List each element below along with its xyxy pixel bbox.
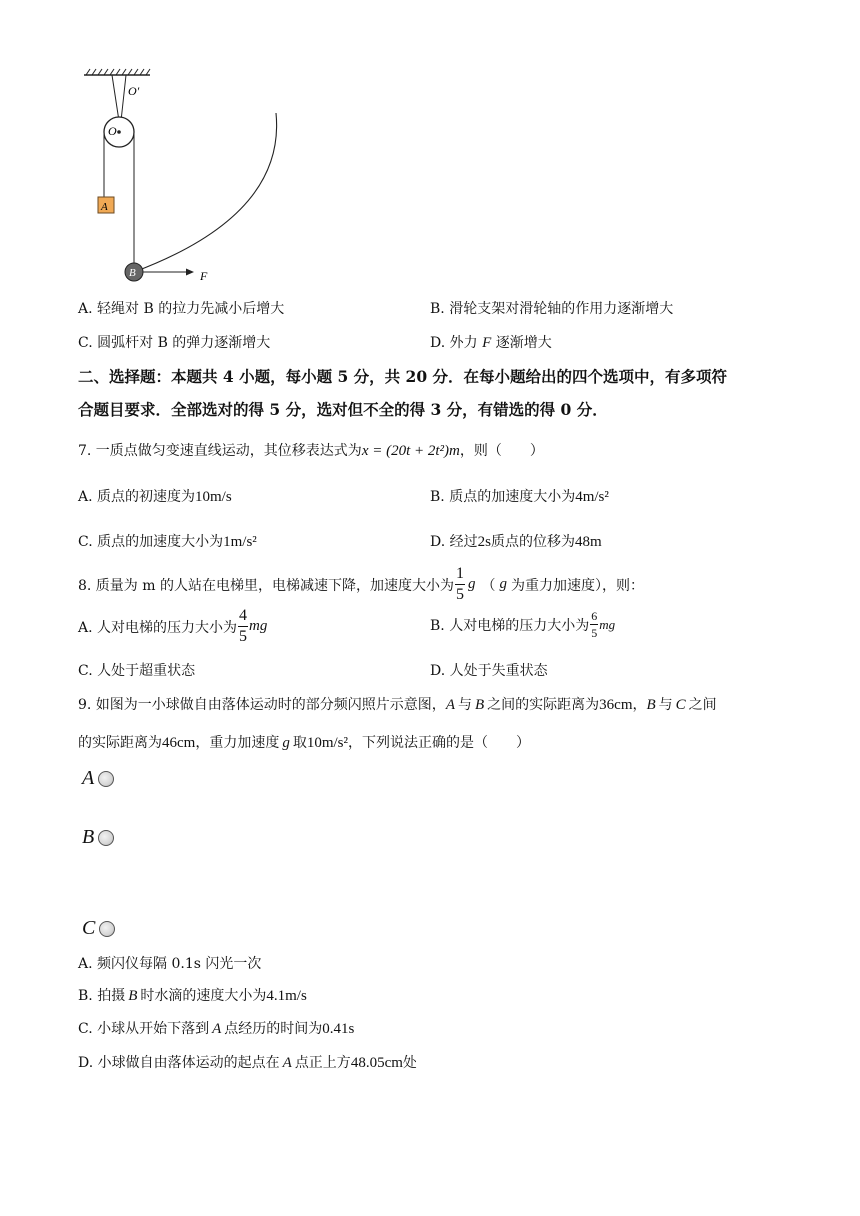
q7-stem: [78, 440, 544, 460]
q9-l2-post: ，下列说法正确的是（ ）: [348, 735, 530, 751]
q8-b-den: 5: [591, 626, 598, 640]
q6-d-post: 逐渐增大: [495, 335, 552, 351]
q9-l1-comma: ，: [632, 697, 647, 713]
q9-l1-a: A: [445, 697, 455, 713]
q8-stem-pre: 8. 质量为 m 的人站在电梯里，电梯减速下降，加速度大小为: [78, 577, 454, 594]
q7-d-mid: 质点的位移为: [490, 534, 575, 550]
q7-option-c[interactable]: [78, 531, 257, 551]
q9-l2-pre: 的实际距离为: [78, 735, 162, 751]
q6-option-d[interactable]: [430, 332, 552, 352]
q9-l1-and2: 与: [658, 697, 673, 713]
section2-line1: 二、选择题：本题共 4 小题，每小题 5 分，共 20 分．在每小题给出的四个选项中，有多项符: [78, 367, 728, 386]
q8-a-den: 5: [239, 628, 248, 645]
q7-a-val: 10m/s: [195, 489, 232, 505]
q8-frac-den: 5: [455, 586, 464, 603]
q9-ball-a-label: A: [82, 767, 95, 789]
q6-option-b[interactable]: B. 滑轮支架对滑轮轴的作用力逐渐增大: [430, 301, 674, 317]
q9-ball-c-label: C: [82, 917, 96, 939]
q8-b-fraction: [590, 610, 598, 639]
label-o-prime: O′: [128, 84, 140, 98]
q9-l1-and: 与: [457, 697, 472, 713]
q6-option-a[interactable]: A. 轻绳对 B 的拉力先减小后增大: [78, 301, 285, 317]
q8-frac-num: 1: [455, 566, 465, 585]
q6-option-c[interactable]: C. 圆弧杆对 B 的弹力逐渐增大: [78, 335, 271, 351]
label-a: A: [101, 201, 108, 213]
q8-fraction: [455, 566, 465, 603]
q8-option-a[interactable]: [78, 608, 267, 645]
q9-l2-gval: 10m/s²: [306, 735, 348, 751]
q7-c-pre: C. 质点的加速度大小为: [78, 534, 224, 550]
q7-d-t: 2s: [477, 534, 491, 550]
pulley-diagram: [70, 65, 290, 285]
q9-option-b[interactable]: [78, 985, 307, 1005]
q8-a-pre: A. 人对电梯的压力大小为: [78, 619, 238, 636]
q7-option-d[interactable]: [430, 531, 602, 551]
q7-stem-pre: 7. 一质点做匀变速直线运动，其位移表达式为: [78, 443, 362, 459]
q7-c-val: 1m/s²: [223, 534, 257, 550]
q9-option-d[interactable]: [78, 1052, 417, 1072]
label-o: O: [108, 124, 117, 138]
q7-d-val: 48m: [574, 534, 602, 550]
q8-b-num: 6: [591, 609, 598, 623]
q9-l1-pre: 9. 如图为一小球做自由落体运动时的部分频闪照片示意图，: [78, 697, 446, 713]
q8-option-b[interactable]: [430, 610, 615, 639]
q7-b-val: 4m/s²: [575, 489, 609, 505]
q6-d-pre: D. 外力: [430, 335, 478, 351]
q7-b-pre: B. 质点的加速度大小为: [430, 489, 576, 505]
q7-a-pre: A. 质点的初速度为: [78, 489, 196, 505]
q9-stem-line1: [78, 694, 717, 714]
q6-d-var: F: [482, 335, 492, 351]
q9-stem-line2: [78, 732, 530, 752]
q9-l1-mid: 之间的实际距离为: [487, 697, 600, 713]
q8-b-pre: B. 人对电梯的压力大小为: [430, 617, 590, 634]
q7-formula: x = (20t + 2t²)m: [361, 443, 460, 459]
q9-l1-val: 36cm: [599, 697, 633, 713]
q9-d-a: A: [282, 1055, 292, 1071]
q9-l2-take: 取: [292, 735, 307, 751]
q9-l1-c: C: [675, 697, 686, 713]
q9-d-mid: 点正上方: [294, 1055, 351, 1071]
label-b: B: [129, 267, 136, 279]
q9-l1-b: B: [474, 697, 485, 713]
q9-d-post: 处: [402, 1055, 417, 1071]
q9-ball-b-icon: [98, 830, 114, 846]
q9-c-a: A: [212, 1021, 222, 1037]
q9-ball-c-icon: [99, 921, 115, 937]
q8-option-d[interactable]: D. 人处于失重状态: [430, 663, 548, 679]
q8-g: g: [467, 576, 476, 592]
q9-ball-b: [82, 826, 114, 849]
q9-ball-a-icon: [98, 771, 114, 787]
q7-stem-post: ，则（ ）: [459, 443, 544, 459]
q8-paren: （: [481, 577, 496, 594]
q8-g2: g: [499, 576, 507, 592]
q9-l2-val: 46cm: [162, 735, 196, 751]
q9-l2-g: g: [282, 735, 290, 751]
q9-b-b: B: [128, 988, 138, 1004]
q9-option-a[interactable]: A. 频闪仪每隔 0.1s 闪光一次: [78, 956, 262, 972]
q9-ball-b-label: B: [82, 826, 95, 848]
q9-b-val: 4.1m/s: [266, 988, 307, 1004]
q9-c-pre: C. 小球从开始下落到: [78, 1021, 210, 1037]
q9-ball-c: [82, 917, 115, 940]
q9-l1-end: 之间: [688, 697, 717, 713]
q8-stem-post: 为重力加速度），则：: [510, 577, 644, 594]
q9-d-pre: D. 小球做自由落体运动的起点在: [78, 1055, 280, 1071]
q8-option-c[interactable]: C. 人处于超重状态: [78, 663, 196, 679]
q9-ball-a: [82, 767, 114, 790]
q9-l1-b2: B: [646, 697, 656, 713]
q8-a-mg: mg: [249, 618, 268, 634]
q9-l2-mid: ，重力加速度: [195, 735, 280, 751]
q8-a-fraction: [238, 608, 248, 645]
label-f: F: [200, 269, 208, 283]
q7-d-pre: D. 经过: [430, 534, 478, 550]
q9-d-val: 48.05cm: [350, 1055, 403, 1071]
q9-c-val: 0.41s: [322, 1021, 355, 1037]
q9-option-c[interactable]: [78, 1018, 354, 1038]
q9-b-pre: B. 拍摄: [78, 988, 126, 1004]
q9-c-mid: 点经历的时间为: [224, 1021, 323, 1037]
q8-a-num: 4: [238, 608, 248, 627]
q7-option-a[interactable]: [78, 486, 232, 506]
q9-b-mid: 时水滴的速度大小为: [140, 988, 267, 1004]
q8-b-mg: mg: [599, 616, 616, 632]
q8-stem: [78, 566, 644, 603]
q7-option-b[interactable]: [430, 486, 609, 506]
section2-line2: 合题目要求．全部选对的得 5 分，选对但不全的得 3 分，有错选的得 0 分．: [78, 400, 608, 419]
